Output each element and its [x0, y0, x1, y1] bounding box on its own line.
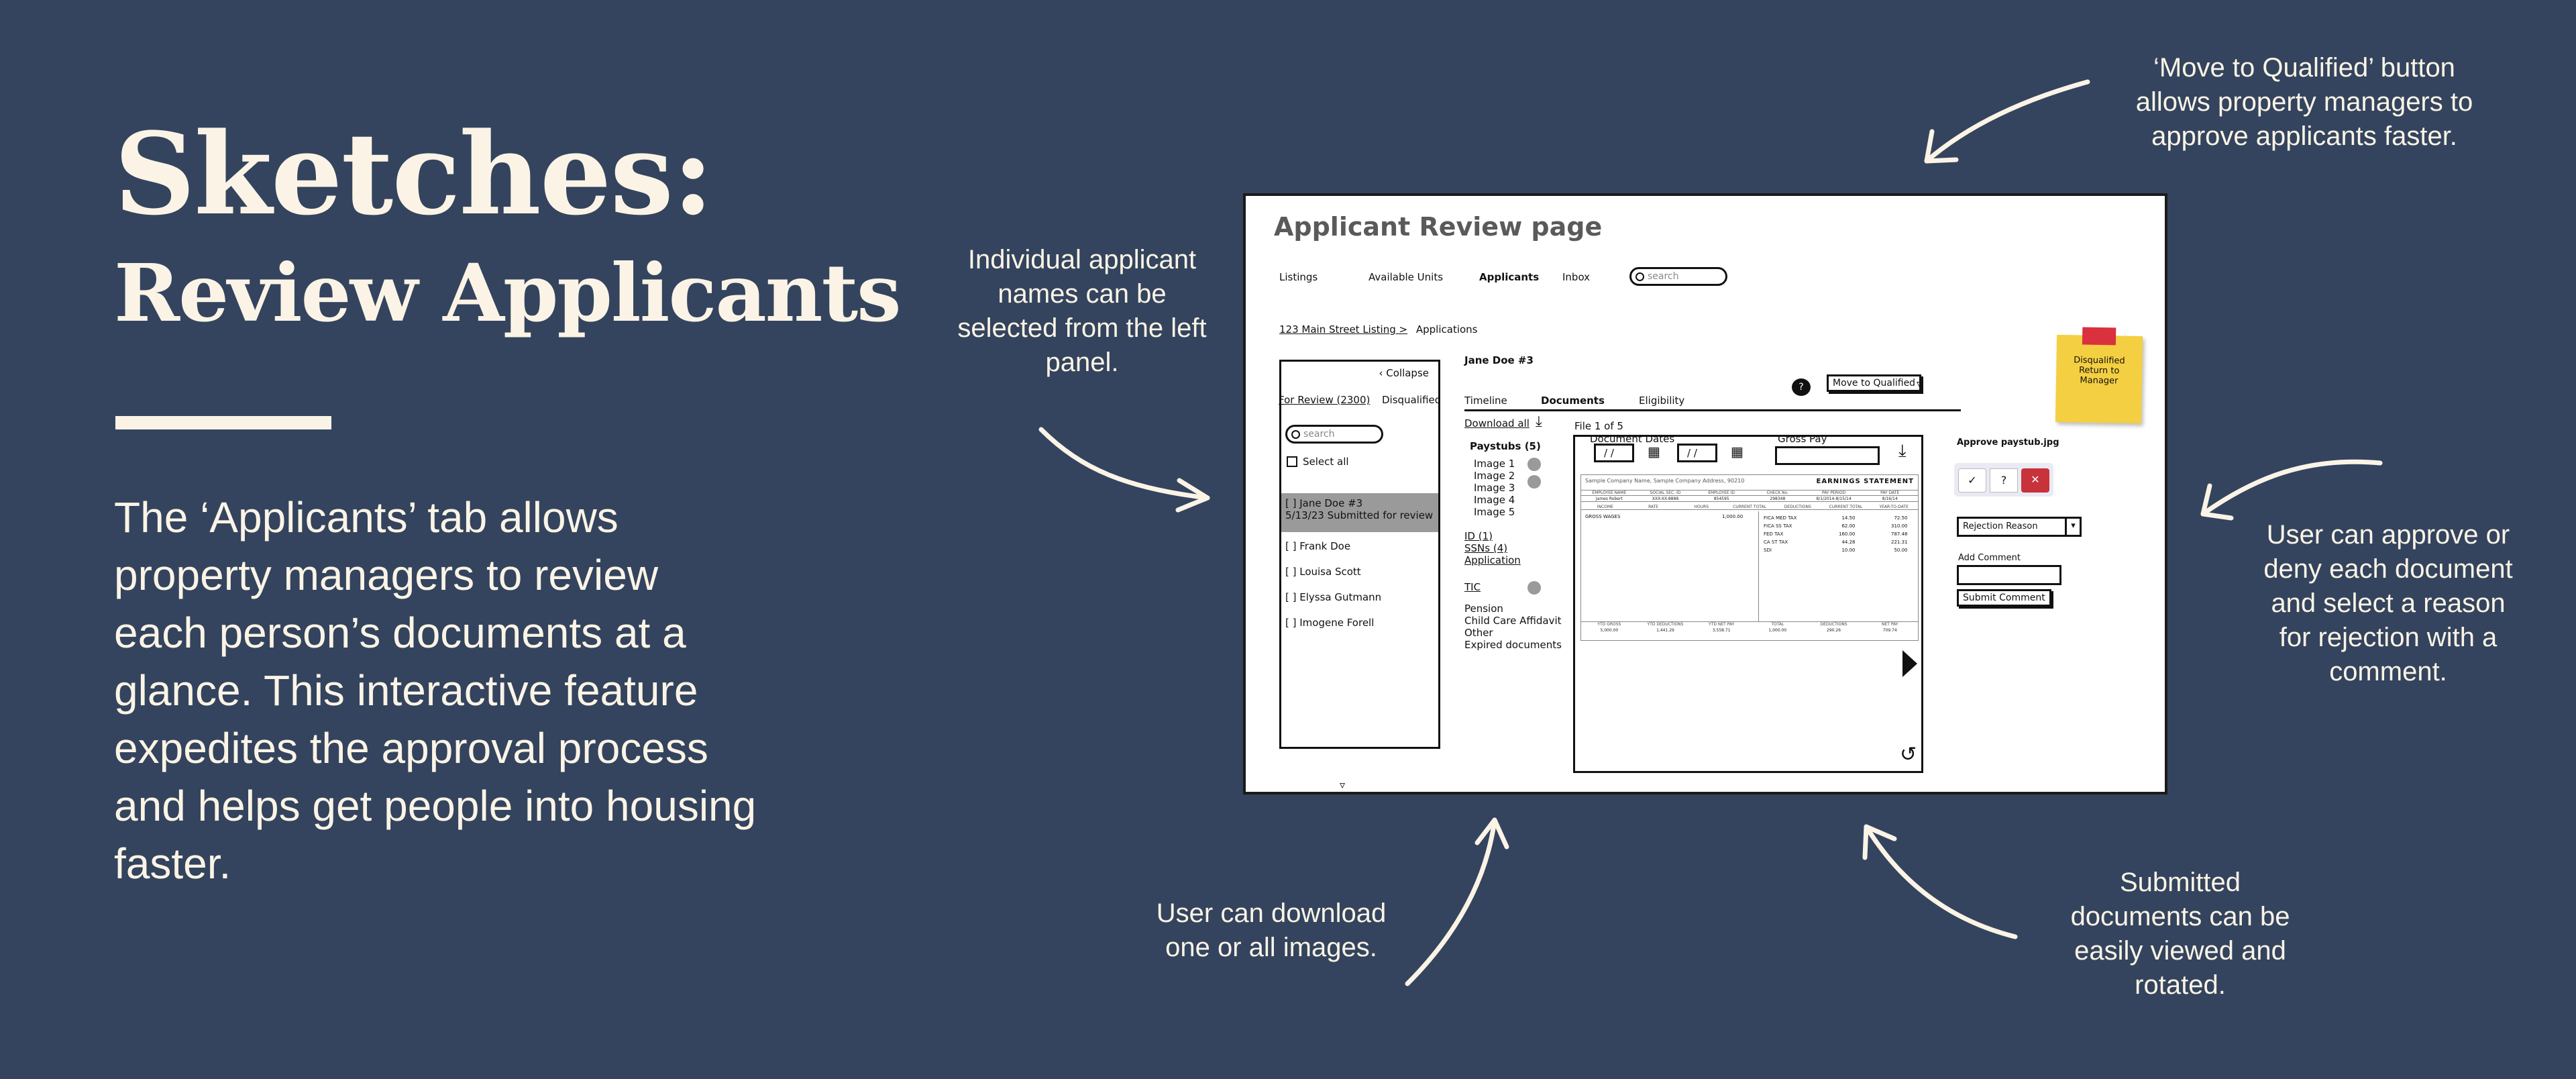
panel-search-placeholder: search — [1303, 429, 1335, 440]
tab-disqualified[interactable]: Disqualified — [1382, 394, 1442, 406]
annotation-approve-deny: User can approve or deny each document and select a reason for rejection with a comment. — [2263, 520, 2513, 686]
move-to-qualified-button[interactable]: Move to Qualified — [1827, 374, 1921, 392]
deduction-ytd: 787.48 — [1891, 531, 1908, 537]
sticky-note-text: Disqualified Return to Manager — [2074, 355, 2125, 387]
arrow-approve — [2203, 462, 2380, 514]
description-text: The ‘Applicants’ tab allows property managers to review each person’s documents at a glance. This interactive feature expedites the approval process and helps get people into housing faster. — [114, 493, 757, 888]
breadcrumb-current: Applications — [1415, 323, 1478, 336]
applicant-list-item[interactable]: [ ] Imogene Forell — [1285, 617, 1375, 629]
nav-available-units[interactable]: Available Units — [1368, 271, 1444, 283]
statement-divider — [1758, 511, 1759, 621]
move-dropdown-chevron-icon[interactable]: ▿ — [1917, 377, 1923, 391]
statement-footer-value: 5,000.00 — [1600, 628, 1619, 633]
applicant-selected-status: 5/13/23 Submitted for review — [1285, 509, 1434, 521]
tab-documents[interactable]: Documents — [1541, 395, 1605, 407]
tab-timeline[interactable]: Timeline — [1464, 395, 1507, 407]
applicant-name-heading: Jane Doe #3 — [1464, 354, 1534, 366]
statement-header-cell: EMPLOYEE NAME — [1592, 491, 1627, 495]
nav-inbox[interactable]: Inbox — [1562, 271, 1591, 283]
next-arrow-icon[interactable] — [1902, 650, 1917, 677]
doc-link-tic[interactable]: TIC — [1464, 581, 1481, 593]
collapse-button[interactable] — [1379, 367, 1429, 379]
applicant-selected-name: [ ] Jane Doe #3 — [1285, 497, 1363, 509]
statement-footer-col: DEDUCTIONS — [1820, 622, 1847, 627]
reject-button[interactable]: ✕ — [2021, 468, 2049, 493]
deduction-name: FICA SS TAX — [1764, 523, 1792, 529]
approve-check-button[interactable]: ✓ — [1958, 468, 1986, 493]
deduction-name: FED TAX — [1764, 531, 1784, 537]
doc-link-ssns[interactable]: SSNs (4) — [1464, 542, 1508, 554]
statement-heading: EARNINGS STATEMENT — [1816, 478, 1914, 485]
statement-footer-value: 1,000.00 — [1768, 628, 1787, 633]
image-list-item[interactable]: Image 4 — [1474, 494, 1515, 506]
rotate-icon[interactable]: ↺ — [1900, 743, 1917, 766]
statement-footer-col: YTD NET PAY — [1709, 622, 1735, 627]
statement-footer-col: YTD DEDUCTIONS — [1647, 622, 1684, 627]
statement-earn-col: CURRENT TOTAL — [1829, 505, 1863, 509]
chevron-left-icon: ‹ — [1379, 367, 1387, 379]
deduction-ytd: 72.50 — [1894, 515, 1908, 521]
deduction-ytd: 50.00 — [1894, 548, 1908, 553]
submit-comment-button[interactable]: Submit Comment — [1957, 589, 2051, 607]
doc-link-application[interactable]: Application — [1464, 554, 1521, 566]
deduction-ytd: 221.31 — [1891, 540, 1908, 545]
deduction-name: FICA MED TAX — [1764, 515, 1797, 521]
wireframe-frame — [1243, 193, 2167, 794]
deduction-ytd: 310.00 — [1891, 523, 1908, 529]
applicant-list-item[interactable]: [ ] Frank Doe — [1285, 540, 1351, 552]
download-all-link[interactable]: Download all — [1464, 417, 1529, 429]
statement-header-value: 298348 — [1770, 497, 1786, 501]
statement-header-value: 854595 — [1713, 497, 1729, 501]
annotation-download: User can download one or all images. — [1156, 898, 1387, 962]
search-icon — [1635, 272, 1644, 281]
date-from-input[interactable]: / / — [1594, 444, 1634, 462]
sticky-note — [2055, 335, 2143, 423]
deduction-current: 44.28 — [1841, 540, 1856, 545]
page-subheading: Review Applicants — [114, 246, 900, 340]
calendar-icon[interactable]: ▦ — [1648, 444, 1660, 460]
image-list-item[interactable]: Image 1 — [1474, 458, 1515, 470]
approve-actions-group — [1954, 463, 2053, 497]
statement-header-value: James Robert — [1595, 497, 1623, 501]
tab-for-review[interactable]: For Review (2300) — [1279, 394, 1371, 406]
panel-expand-icon[interactable]: ▿ — [1340, 778, 1346, 791]
statement-earn-col: HOURS — [1694, 505, 1709, 509]
collapse-label: Collapse — [1386, 367, 1429, 379]
status-dot — [1527, 475, 1541, 489]
image-list-item[interactable]: Image 5 — [1474, 506, 1515, 518]
statement-header-cell: PAY DATE — [1880, 491, 1900, 495]
doc-link-expired[interactable]: Expired documents — [1464, 639, 1562, 651]
chat-icon[interactable]: ? — [1792, 378, 1811, 396]
search-placeholder: search — [1648, 271, 1679, 282]
approve-question-button[interactable]: ? — [1990, 468, 2018, 493]
deduction-current: 10.00 — [1841, 548, 1856, 553]
deduction-current: 160.00 — [1839, 531, 1856, 537]
image-list-item[interactable]: Image 3 — [1474, 482, 1515, 494]
doc-link-id[interactable]: ID (1) — [1464, 530, 1493, 542]
statement-earn-col: CURRENT TOTAL — [1733, 505, 1766, 509]
gross-pay-label: Gross Pay — [1778, 433, 1827, 445]
select-all-checkbox[interactable] — [1287, 456, 1349, 468]
statement-footer-col: TOTAL — [1771, 622, 1784, 627]
statement-gross-value: 1,000.00 — [1722, 514, 1743, 519]
statement-header-cell: PAY PERIOD — [1821, 491, 1846, 495]
file-counter: File 1 of 5 — [1574, 420, 1623, 432]
rejection-reason-select[interactable] — [1957, 517, 2082, 537]
earnings-statement — [1580, 474, 1919, 641]
statement-footer-value: 1,441.29 — [1656, 628, 1674, 633]
arrow-left-panel — [1041, 429, 1208, 498]
annotation-left-panel: Individual applicant names can be selected from the left panel. — [957, 245, 1207, 377]
sticky-tape — [2082, 327, 2116, 346]
download-icon[interactable]: ⤓ — [1536, 413, 1542, 430]
rejection-reason-label: Rejection Reason — [1963, 521, 2038, 531]
statement-header-cell: SOCIAL SEC. ID — [1650, 491, 1681, 495]
arrow-download — [1407, 820, 1495, 984]
tab-eligibility[interactable]: Eligibility — [1639, 395, 1685, 407]
statement-gross-wages: GROSS WAGES — [1585, 514, 1621, 519]
select-all-label: Select all — [1303, 456, 1349, 468]
date-to-input[interactable]: / / — [1677, 444, 1717, 462]
nav-listings[interactable]: Listings — [1279, 271, 1318, 283]
checkbox-icon — [1287, 456, 1297, 467]
nav-applicants[interactable]: Applicants — [1479, 271, 1540, 283]
approve-file-label: Approve paystub.jpg — [1957, 438, 2059, 448]
statement-header-value: 8/1/2014-8/15/14 — [1816, 497, 1851, 501]
annotation-move-qualified: ‘Move to Qualified’ button allows property managers to approve applicants faster. — [2135, 53, 2473, 151]
deduction-name: CA ST TAX — [1764, 540, 1788, 545]
document-viewer — [1573, 435, 1923, 773]
doc-link-pension[interactable]: Pension — [1464, 603, 1503, 615]
panel-search-input[interactable] — [1285, 425, 1383, 444]
applicant-list-item[interactable]: [ ] Elyssa Gutmann — [1285, 591, 1382, 603]
applicant-list-item[interactable]: [ ] Louisa Scott — [1285, 566, 1361, 578]
statement-footer-value: 290.26 — [1827, 628, 1841, 633]
tabs-divider — [1464, 409, 1961, 411]
status-dot — [1527, 458, 1541, 471]
document-dates-label: Document Dates — [1590, 433, 1675, 445]
statement-header-value: XXX-XX-8888 — [1652, 497, 1679, 501]
top-search-input[interactable] — [1629, 267, 1727, 286]
statement-header-cell: CHECK No. — [1766, 491, 1789, 495]
wireframe-title: Applicant Review page — [1274, 212, 1603, 242]
add-comment-label: Add Comment — [1958, 553, 2021, 563]
statement-earn-col: DEDUCTIONS — [1784, 505, 1811, 509]
statement-company: Sample Company Name, Sample Company Address, 90210 — [1585, 478, 1745, 484]
statement-footer-col: YTD GROSS — [1597, 622, 1621, 627]
dropdown-chevron-icon: ▾ — [2065, 519, 2080, 535]
statement-footer-value: 3,558.71 — [1712, 628, 1731, 633]
doc-link-other[interactable]: Other — [1464, 627, 1493, 639]
deduction-name: SDI — [1764, 548, 1772, 553]
breadcrumb-link[interactable]: 123 Main Street Listing > — [1279, 323, 1408, 336]
statement-header-value: 8/16/14 — [1882, 497, 1898, 501]
search-icon — [1291, 430, 1300, 439]
paystubs-label: Paystubs (5) — [1470, 440, 1541, 452]
image-list-item[interactable]: Image 2 — [1474, 470, 1515, 482]
deduction-current: 14.50 — [1841, 515, 1856, 521]
doc-link-child-care[interactable]: Child Care Affidavit — [1464, 615, 1562, 627]
statement-footer-value: 709.74 — [1882, 628, 1897, 633]
statement-earn-col: RATE — [1648, 505, 1659, 509]
deduction-current: 62.00 — [1841, 523, 1856, 529]
statement-footer-col: NET PAY — [1882, 622, 1898, 627]
download-icon[interactable]: ⤓ — [1898, 441, 1907, 461]
applicant-selected[interactable] — [1281, 493, 1438, 532]
gross-pay-input[interactable] — [1775, 446, 1880, 465]
calendar-icon[interactable]: ▦ — [1731, 444, 1743, 460]
arrow-move-qualified — [1927, 82, 2088, 161]
statement-earn-col: INCOME — [1597, 505, 1613, 509]
page-heading: Sketches: — [114, 107, 713, 240]
status-dot — [1527, 581, 1541, 595]
arrow-viewer — [1866, 827, 2015, 937]
annotation-viewer: Submitted documents can be easily viewed and rotated. — [2070, 868, 2290, 1000]
comment-input[interactable] — [1957, 565, 2061, 585]
statement-earn-col: YEAR-TO-DATE — [1879, 505, 1909, 509]
applicant-left-panel — [1279, 360, 1440, 749]
statement-header-cell: EMPLOYEE ID — [1708, 491, 1735, 495]
